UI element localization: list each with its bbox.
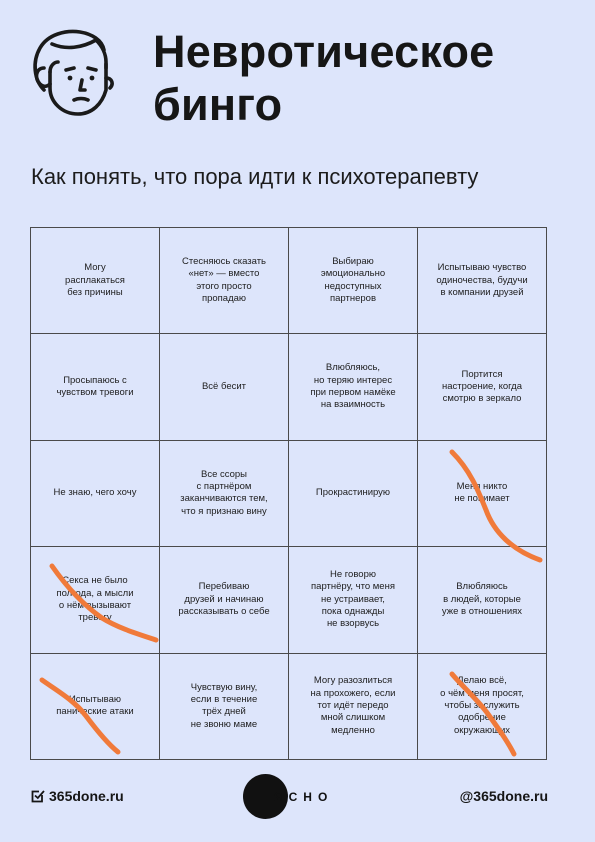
title-line-2: бинго (153, 78, 283, 130)
bingo-cell[interactable]: Влюбляюсь, но теряю интерес при первом намёке на взаимность (289, 334, 418, 440)
bingo-cell[interactable]: Прокрастинирую (289, 441, 418, 547)
bingo-cell-crossed[interactable]: Делаю всё, о чём меня просят, чтобы заслужить одобрение окружающих (418, 654, 547, 760)
bingo-cell[interactable]: Могу расплакаться без причины (31, 228, 160, 334)
bingo-cell[interactable]: Стесняюсь сказать «нет» — вместо этого просто пропадаю (160, 228, 289, 334)
bingo-cell[interactable]: Все ссоры с партнёром заканчиваются тем, что я признаю вину (160, 441, 289, 547)
bingo-cell[interactable]: Выбираю эмоционально недоступных партнеров (289, 228, 418, 334)
bingo-cell[interactable]: Перебиваю друзей и начинаю рассказывать о себе (160, 547, 289, 653)
footer-site-text: 365done.ru (49, 788, 124, 804)
checkbox-check-icon (31, 789, 45, 803)
bingo-cell[interactable]: Не знаю, чего хочу (31, 441, 160, 547)
bingo-cell[interactable]: Не говорю партнёру, что меня не устраивает, пока однажды не взорвусь (289, 547, 418, 653)
logo-text: ЯСНО (274, 789, 334, 804)
bingo-cell[interactable]: Испытываю чувство одиночества, будучи в компании друзей (418, 228, 547, 334)
subtitle: Как понять, что пора идти к психотерапевту (31, 164, 479, 189)
title-line-1: Невротическое (153, 26, 495, 77)
footer-site-link[interactable] (31, 788, 124, 804)
bingo-cell[interactable]: Влюбляюсь в людей, которые уже в отношениях (418, 547, 547, 653)
bingo-cell-crossed[interactable]: Секса не было полгода, а мысли о нём вызывают тревогу (31, 547, 160, 653)
page-title (153, 26, 494, 131)
footer-handle[interactable]: @365done.ru (459, 788, 548, 804)
bingo-cell-crossed[interactable]: Испытываю панические атаки (31, 654, 160, 760)
yasno-logo (243, 774, 333, 819)
bingo-cell[interactable]: Портится настроение, когда смотрю в зеркало (418, 334, 547, 440)
bingo-cell[interactable]: Могу разозлиться на прохожего, если тот идёт передо мной слишком медленно (289, 654, 418, 760)
bingo-cell[interactable]: Всё бесит (160, 334, 289, 440)
bingo-cell[interactable]: Просыпаюсь с чувством тревоги (31, 334, 160, 440)
bingo-grid (30, 227, 547, 760)
worried-face-icon (30, 28, 114, 118)
bingo-cell[interactable]: Чувствую вину, если в течение трёх дней не звоню маме (160, 654, 289, 760)
bingo-cell-crossed[interactable]: Меня никто не понимает (418, 441, 547, 547)
